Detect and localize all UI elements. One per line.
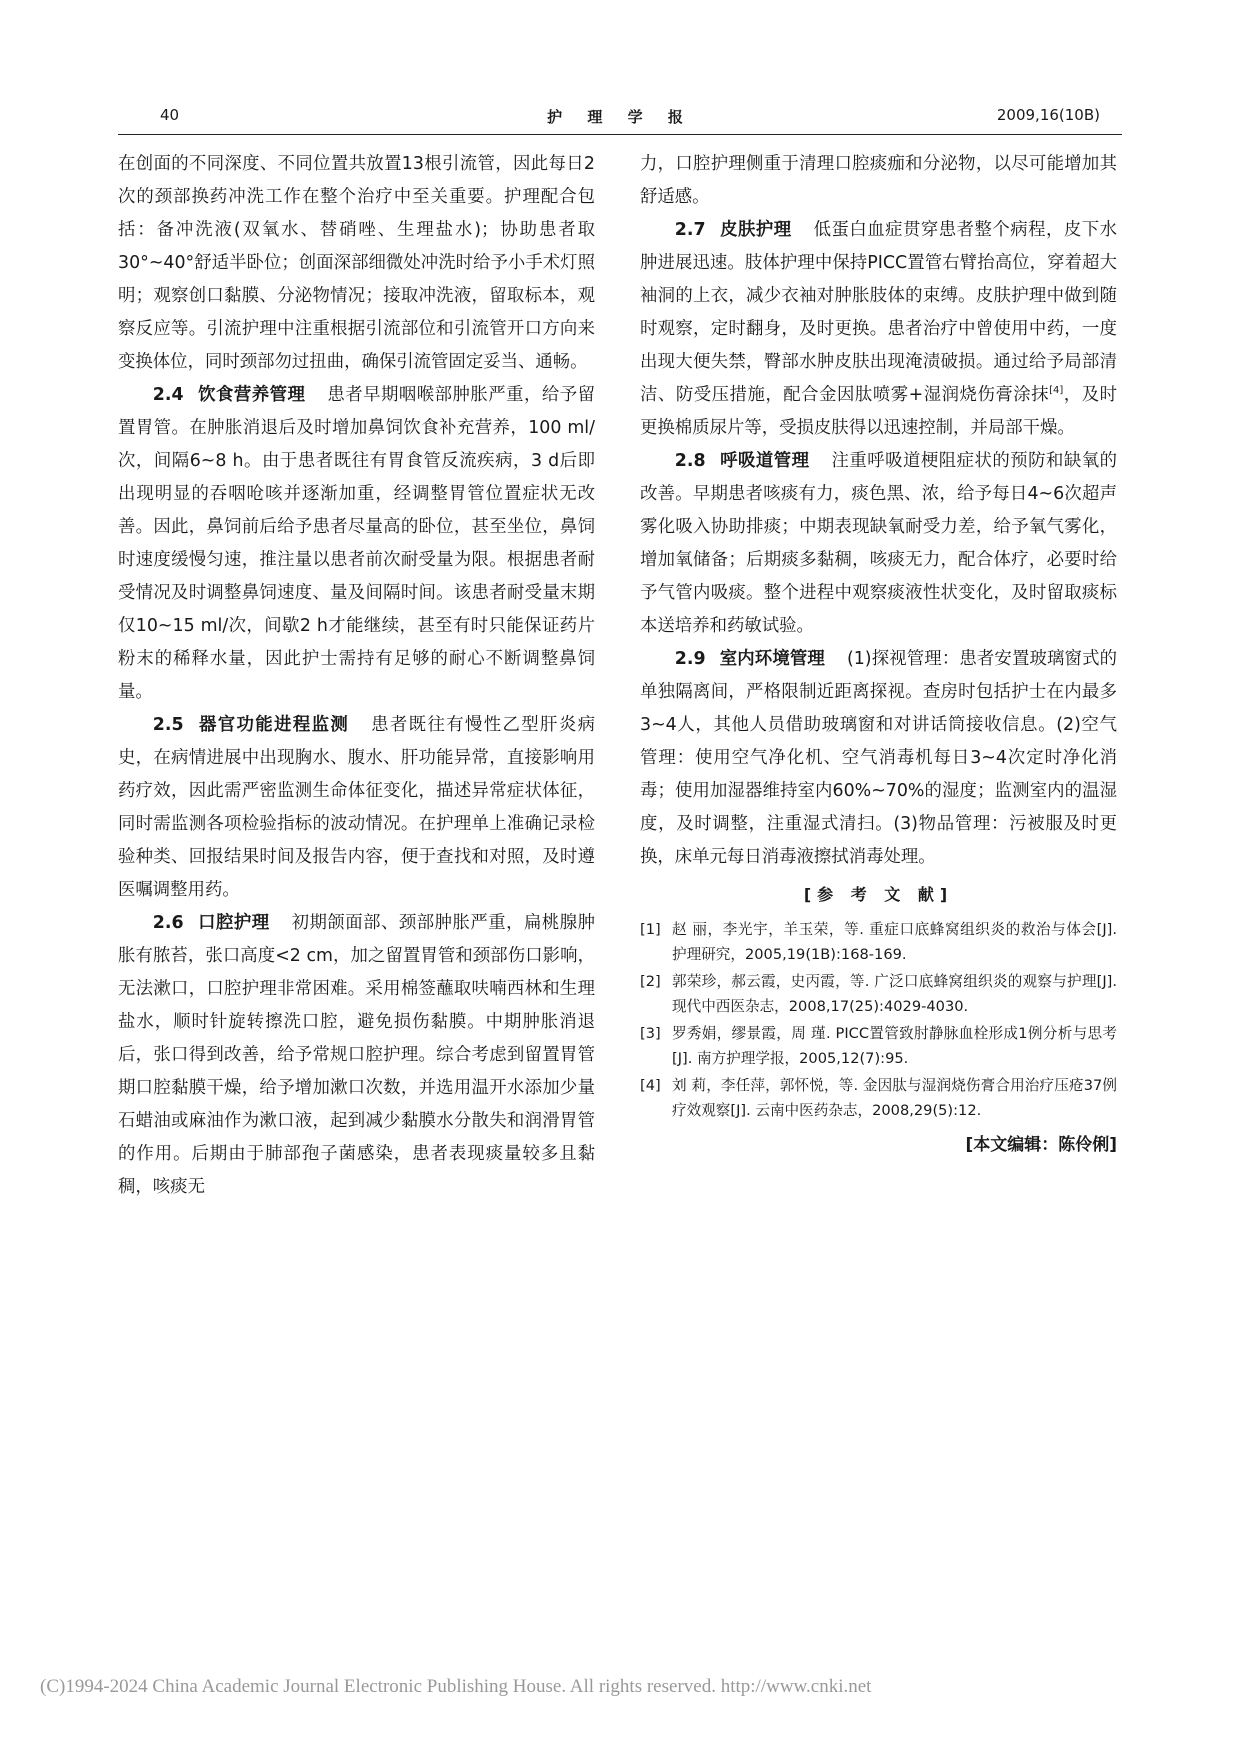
citation[interactable]: [4]: [1049, 385, 1064, 397]
page-number: 40: [160, 106, 180, 124]
reference-number: [1]: [640, 921, 661, 938]
reference-text: 罗秀娟，缪景霞，周 瑾. PICC置管致肘静脉血栓形成1例分析与思考[J]. 南方护理学报，2005,12(7):95.: [672, 1025, 1117, 1067]
reference-item: [640, 969, 1117, 1019]
paragraph-continued: 在创面的不同深度、不同位置共放置13根引流管，因此每日2次的颈部换药冲洗工作在整个治疗中至关重要。护理配合包括：备冲洗液(双氧水、替硝唑、生理盐水)；协助患者取30°~40°舒适半卧位；创面深部细微处冲洗时给予小手术灯照明；观察创口黏膜、分泌物情况；接取冲洗液，留取标本，观察反应等。引流护理中注重根据引流部位和引流管开口方向来变换体位，同时颈部勿过扭曲，确保引流管固定妥当、通畅。: [118, 154, 595, 372]
section-number: 2.5: [152, 715, 184, 735]
section-number: 2.4: [152, 385, 184, 405]
journal-title: 护 理 学 报: [547, 108, 693, 126]
reference-text: 赵 丽，李光宇，羊玉荣，等. 重症口底蜂窝组织炎的救治与体会[J]. 护理研究，2005,19(1B):168-169.: [672, 921, 1117, 963]
reference-number: [3]: [640, 1025, 661, 1042]
editor-credit: [本文编辑：陈伶俐]: [965, 1135, 1117, 1155]
reference-item: [640, 1073, 1117, 1123]
left-column: [118, 148, 595, 1204]
section-number: 2.6: [152, 913, 184, 933]
section-title: 口腔护理: [197, 913, 270, 933]
reference-text: 刘 莉，李任萍，郭怀悦，等. 金因肽与湿润烧伤膏合用治疗压疮37例疗效观察[J]. 云南中医药杂志，2008,29(5):12.: [672, 1077, 1117, 1119]
reference-text: 郭荣珍，郝云霞，史丙霞，等. 广泛口底蜂窝组织炎的观察与护理[J]. 现代中西医杂志，2008,17(25):4029-4030.: [672, 973, 1117, 1015]
section-text: (1)探视管理：患者安置玻璃窗式的单独隔离间，严格限制近距离探视。查房时包括护士在内最多3~4人，其他人员借助玻璃窗和对讲话筒接收信息。(2)空气管理：使用空气净化机、空气消毒机每日3~4次定时净化消毒；使用加湿器维持室内60%~70%的湿度；监测室内的温湿度，及时调整，注重湿式清扫。(3)物品管理：污被服及时更换，床单元每日消毒液擦拭消毒处理。: [640, 649, 1117, 867]
reference-item: [640, 917, 1117, 967]
section-text: 注重呼吸道梗阻症状的预防和缺氧的改善。早期患者咳痰有力，痰色黑、浓，给予每日4~6次超声雾化吸入协助排痰；中期表现缺氧耐受力差，给予氧气雾化，增加氧储备；后期痰多黏稠，咳痰无力，配合体疗，必要时给予气管内吸痰。整个进程中观察痰液性状变化，及时留取痰标本送培养和药敏试验。: [640, 451, 1117, 636]
section-2-4: [118, 379, 595, 709]
section-number: 2.9: [674, 649, 706, 669]
section-title: 室内环境管理: [719, 649, 825, 669]
paragraph-continued: 力，口腔护理侧重于清理口腔痰痂和分泌物，以尽可能增加其舒适感。: [640, 154, 1117, 207]
section-2-6: [118, 907, 595, 1204]
section-text: 患者早期咽喉部肿胀严重，给予留置胃管。在肿胀消退后及时增加鼻饲饮食补充营养，100 ml/次，间隔6~8 h。由于患者既往有胃食管反流疾病，3 d后即出现明显的吞咽呛咳并逐渐加重，经调整胃管位置症状无改善。因此，鼻饲前后给予患者尽量高的卧位，甚至坐位，鼻饲时速度缓慢匀速，推注量以患者前次耐受量为限。根据患者耐受情况及时调整鼻饲速度、量及间隔时间。该患者耐受量末期仅10~15 ml/次，间歇2 h才能继续，甚至有时只能保证药片粉末的稀释水量，因此护士需持有足够的耐心不断调整鼻饲量。: [118, 385, 595, 702]
reference-list: [640, 917, 1117, 1123]
references-heading: [参 考 文 献]: [803, 885, 954, 904]
section-title: 器官功能进程监测: [197, 715, 350, 735]
section-2-8: [640, 445, 1117, 643]
section-text: 低蛋白血症贯穿患者整个病程，皮下水肿进展迅速。肢体护理中保持PICC置管右臂抬高位，穿着超大袖洞的上衣，减少衣袖对肿胀肢体的束缚。皮肤护理中做到随时观察，定时翻身，及时更换。患者治疗中曾使用中药，一度出现大便失禁，臀部水肿皮肤出现淹渍破损。通过给予局部清洁、防受压措施，配合金因肽喷雾+湿润烧伤膏涂抹: [640, 220, 1117, 405]
section-2-5: [118, 709, 595, 907]
journal-issue: 2009,16(10B): [996, 106, 1100, 124]
section-2-9: [640, 643, 1117, 874]
section-text: 患者既往有慢性乙型肝炎病史，在病情进展中出现胸水、腹水、肝功能异常，直接影响用药疗效，因此需严密监测生命体征变化，描述异常症状体征，同时需监测各项检验指标的波动情况。在护理单上准确记录检验种类、回报结果时间及报告内容，便于查找和对照，及时遵医嘱调整用药。: [118, 715, 595, 900]
reference-number: [4]: [640, 1077, 661, 1094]
section-title: 呼吸道管理: [719, 451, 810, 471]
section-title: 皮肤护理: [719, 220, 792, 240]
section-text: 初期颌面部、颈部肿胀严重，扁桃腺肿胀有脓苔，张口高度<2 cm，加之留置胃管和颈部伤口影响，无法漱口，口腔护理非常困难。采用棉签蘸取呋喃西林和生理盐水，顺时针旋转擦洗口腔，避免损伤黏膜。中期肿胀消退后，张口得到改善，给予常规口腔护理。综合考虑到留置胃管期口腔黏膜干燥，给予增加漱口次数，并选用温开水添加少量石蜡油或麻油作为漱口液，起到减少黏膜水分散失和润滑胃管的作用。后期由于肺部孢子菌感染，患者表现痰量较多且黏稠，咳痰无: [118, 913, 595, 1197]
page-header: [118, 106, 1122, 135]
section-number: 2.7: [674, 220, 706, 240]
section-text: ，及时更换棉质尿片等，受损皮肤得以迅速控制，并局部干燥。: [640, 385, 1117, 438]
reference-item: [640, 1021, 1117, 1071]
section-number: 2.8: [674, 451, 706, 471]
right-column: [640, 148, 1117, 1162]
section-title: 饮食营养管理: [197, 385, 306, 405]
reference-number: [2]: [640, 973, 661, 990]
section-2-7: [640, 214, 1117, 445]
copyright-footer: (C)1994-2024 China Academic Journal Electronic Publishing House. All rights reserved. http://www.cnki.net: [40, 1676, 872, 1697]
